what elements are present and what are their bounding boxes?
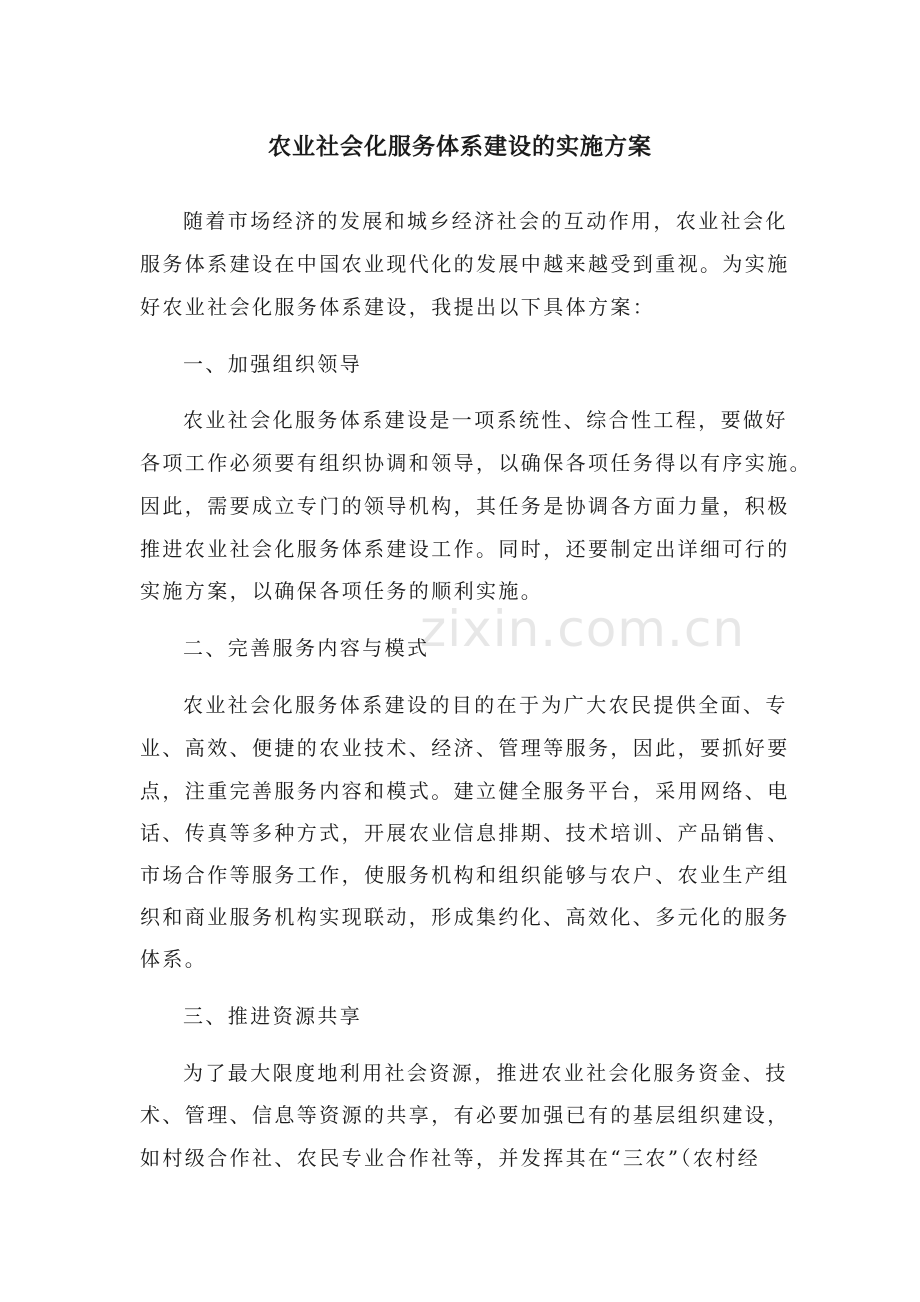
section-2-line: 织和商业服务机构实现联动，形成集约化、高效化、多元化的服务 [140, 905, 790, 929]
section-2-line: 话、传真等多种方式，开展农业信息排期、技术培训、产品销售、 [140, 821, 790, 845]
section-1-line: 农业社会化服务体系建设是一项系统性、综合性工程，要做好 [183, 408, 788, 432]
section-1-line: 各项工作必须要有组织协调和领导，以确保各项任务得以有序实施。 [140, 451, 812, 475]
section-2-line: 市场合作等服务工作，使服务机构和组织能够与农户、农业生产组 [140, 863, 790, 887]
section-1-line: 因此，需要成立专门的领导机构，其任务是协调各方面力量，积极 [140, 494, 790, 518]
document-title: 农业社会化服务体系建设的实施方案 [268, 134, 652, 160]
section-heading-1: 一、加强组织领导 [183, 352, 363, 376]
intro-line: 随着市场经济的发展和城乡经济社会的互动作用，农业社会化 [183, 209, 788, 233]
watermark: zixin.com.cn [420, 600, 746, 658]
section-heading-3: 三、推进资源共享 [183, 1004, 363, 1028]
section-2-line: 点，注重完善服务内容和模式。建立健全服务平台，采用网络、电 [140, 779, 790, 803]
section-1-line: 推进农业社会化服务体系建设工作。同时，还要制定出详细可行的 [140, 537, 790, 561]
section-3-line: 术、管理、信息等资源的共享，有必要加强已有的基层组织建设， [140, 1103, 790, 1127]
section-2-line: 业、高效、便捷的农业技术、经济、管理等服务，因此，要抓好要 [140, 736, 790, 760]
section-1-line: 实施方案，以确保各项任务的顺利实施。 [140, 579, 544, 603]
section-2-line: 农业社会化服务体系建设的目的在于为广大农民提供全面、专 [183, 693, 788, 717]
section-3-line: 如村级合作社、农民专业合作社等，并发挥其在“三农”（农村经 [140, 1146, 761, 1170]
section-2-line: 体系。 [140, 947, 208, 971]
section-heading-2: 二、完善服务内容与模式 [183, 636, 430, 660]
section-3-line: 为了最大限度地利用社会资源，推进农业社会化服务资金、技 [183, 1061, 788, 1085]
intro-line: 服务体系建设在中国农业现代化的发展中越来越受到重视。为实施 [140, 252, 790, 276]
intro-line: 好农业社会化服务体系建设，我提出以下具体方案： [140, 295, 656, 319]
